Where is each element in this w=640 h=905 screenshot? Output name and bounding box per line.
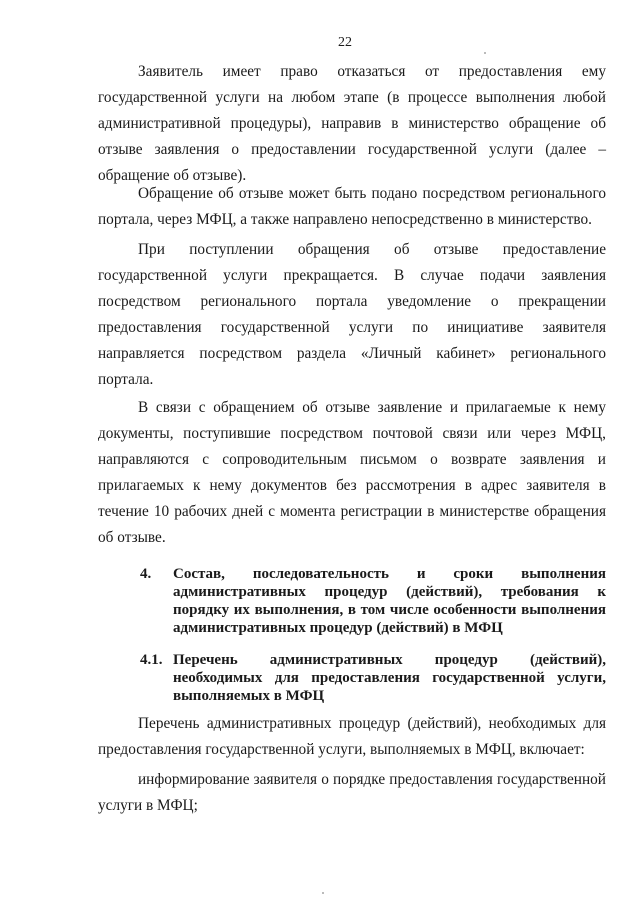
- section-number: 4.1.: [140, 652, 163, 668]
- paragraph-withdrawal-right: Заявитель имеет право отказаться от предоставления ему государственной услуги на любом этапе (в процессе выполнения любой административной процедуры), направив в министерство обращение об отзыве заявления о предоставлении государственной услуги (далее – обращение об отзыве).: [98, 63, 606, 184]
- section-heading-4-1: [140, 651, 606, 705]
- paragraph-procedure-list: Перечень административных процедур (действий), необходимых для предоставления государственной услуги, выполняемых в МФЦ, включает:: [98, 715, 606, 758]
- scan-speck: [484, 52, 486, 54]
- section-title: Перечень административных процедур (действий), необходимых для предоставления государственной услуги, выполняемых в МФЦ: [173, 652, 606, 704]
- section-number: 4.: [140, 566, 152, 582]
- paragraph-document-return: В связи с обращением об отзыве заявление и прилагаемые к нему документы, поступившие посредством почтовой связи или через МФЦ, направляются с сопроводительным письмом о возврате заявления и прилагаемых к нему документов без рассмотрения в адрес заявителя в течение 10 рабочих дней с момента регистрации в министерстве обращения об отзыве.: [98, 399, 606, 546]
- page-number: 22: [338, 35, 352, 50]
- scan-speck: [322, 892, 324, 894]
- paragraph-withdrawal-submission: Обращение об отзыве может быть подано посредством регионального портала, через МФЦ, а также направлено непосредственно в министерство.: [98, 185, 606, 228]
- paragraph-list-item-informing: информирование заявителя о порядке предоставления государственной услуги в МФЦ;: [98, 771, 606, 814]
- section-title: Состав, последовательность и сроки выполнения административных процедур (действий), требования к порядку их выполнения, в том числе особенности выполнения административных процедур (действий) в МФЦ: [173, 566, 606, 636]
- paragraph-service-termination: При поступлении обращения об отзыве предоставление государственной услуги прекращается. В случае подачи заявления посредством регионального портала уведомление о прекращении предоставления государственной услуги по инициативе заявителя направляется посредством раздела «Личный кабинет» регионального портала.: [98, 241, 606, 388]
- section-heading-4: [140, 565, 606, 637]
